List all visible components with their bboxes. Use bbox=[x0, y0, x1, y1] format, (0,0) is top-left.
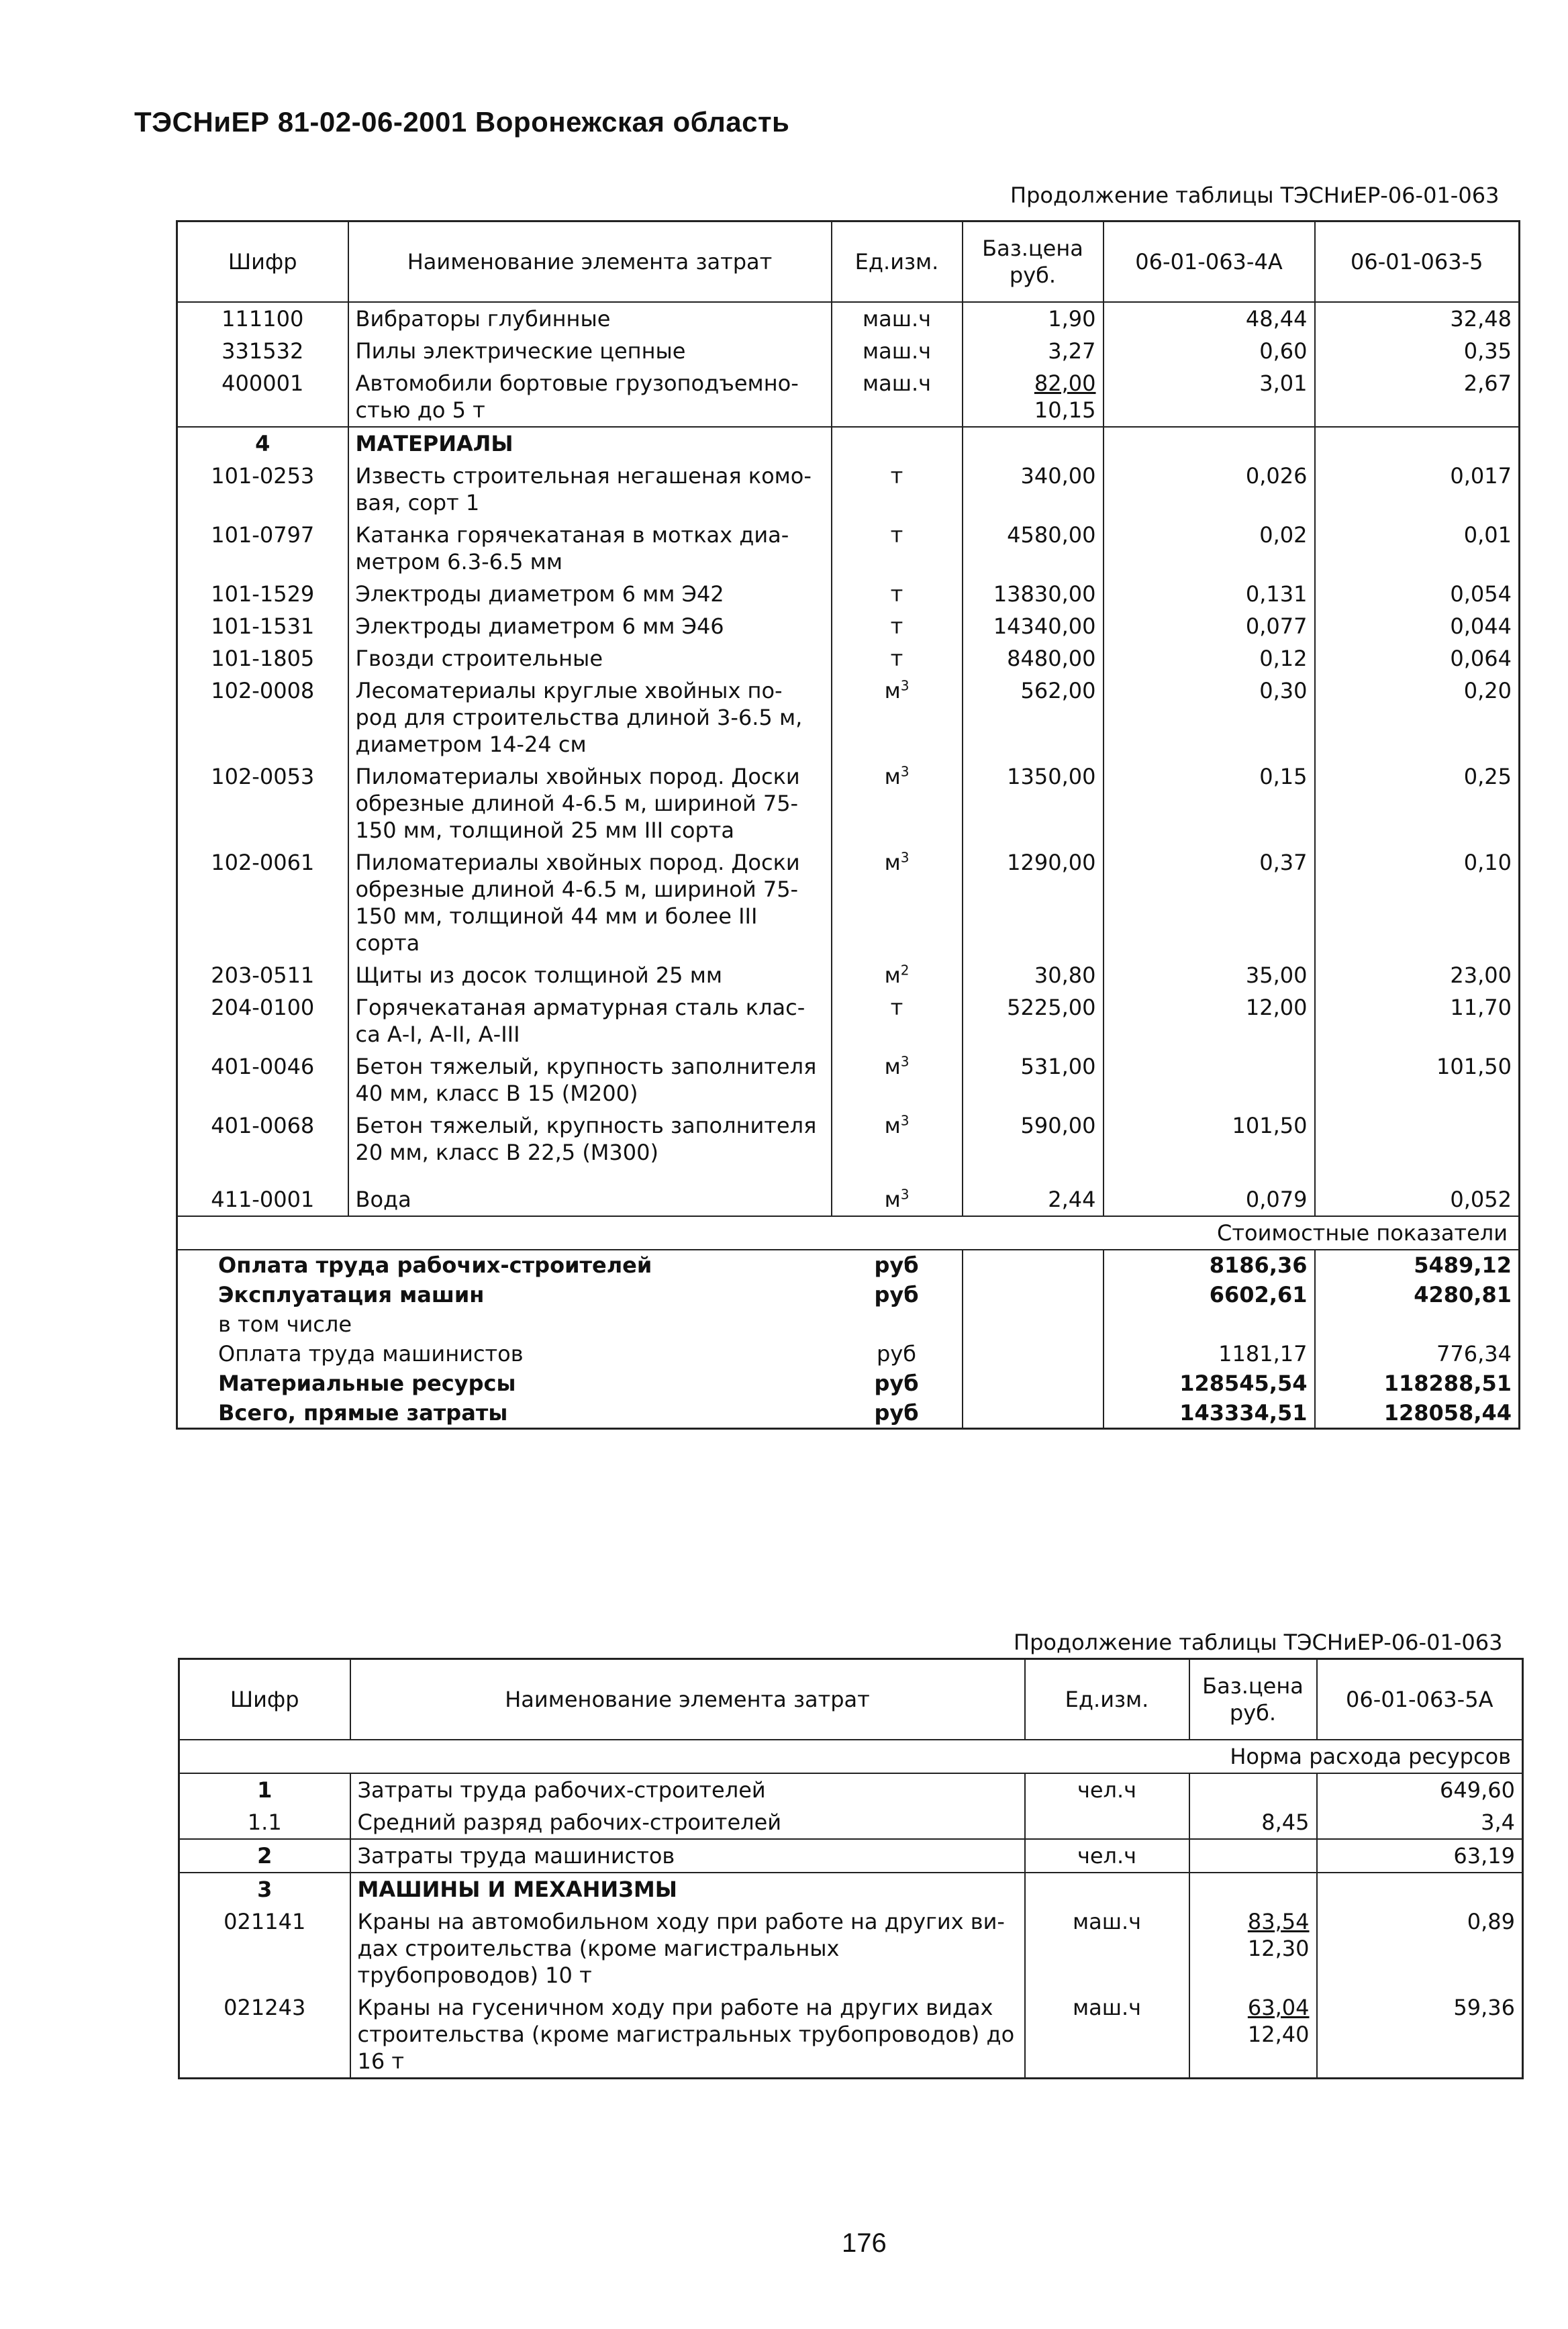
summary-value-b: 118288,51 bbox=[1315, 1369, 1520, 1398]
code-cell: 411-0001 bbox=[177, 1183, 348, 1216]
summary-label: Оплата труда машинистов bbox=[177, 1339, 832, 1369]
table-row bbox=[177, 302, 1520, 335]
table-row bbox=[177, 675, 1520, 760]
table2-caption: Продолжение таблицы ТЭСНиЕР-06-01-063 bbox=[1014, 1630, 1503, 1655]
section-code: 4 bbox=[177, 427, 348, 460]
price-cell: 2,44 bbox=[963, 1183, 1104, 1216]
unit-cell: т bbox=[832, 578, 963, 610]
unit-exponent: 3 bbox=[900, 849, 910, 866]
table-row bbox=[177, 1309, 1520, 1339]
summary-value-b: 776,34 bbox=[1315, 1339, 1520, 1369]
price-total: 82,00 bbox=[1034, 370, 1096, 396]
value-b-cell: 2,67 bbox=[1315, 367, 1520, 427]
summary-value-a bbox=[1104, 1309, 1315, 1339]
unit-cell bbox=[832, 846, 963, 959]
name-cell: Вибраторы глубинные bbox=[348, 302, 832, 335]
name-cell: Электроды диаметром 6 мм Э46 bbox=[348, 610, 832, 642]
price-cell bbox=[1189, 1873, 1317, 1905]
unit-cell: чел.ч bbox=[1025, 1773, 1189, 1806]
name-cell: Известь строительная негашеная комо-вая, сорт 1 bbox=[348, 460, 832, 519]
code-cell: 102-0061 bbox=[177, 846, 348, 959]
price-total: 63,04 bbox=[1247, 1995, 1310, 2020]
resource-table-1 bbox=[176, 220, 1520, 1430]
name-cell: Электроды диаметром 6 мм Э42 bbox=[348, 578, 832, 610]
name-cell: Краны на гусеничном ходу при работе на других видах строительства (кроме магистральных трубопроводов) до 16 т bbox=[350, 1991, 1025, 2079]
unit-exponent: 3 bbox=[900, 677, 910, 694]
table1-caption: Продолжение таблицы ТЭСНиЕР-06-01-063 bbox=[1010, 183, 1500, 208]
summary-unit: руб bbox=[832, 1398, 963, 1429]
value-b-cell: 23,00 bbox=[1315, 959, 1520, 991]
spacer-cell bbox=[1104, 1169, 1315, 1183]
value-a-cell: 35,00 bbox=[1104, 959, 1315, 991]
price-cell: 5225,00 bbox=[963, 991, 1104, 1050]
code-cell: 021243 bbox=[179, 1991, 350, 2079]
summary-label: в том числе bbox=[177, 1309, 832, 1339]
table-row bbox=[177, 846, 1520, 959]
value-a-cell: 649,60 bbox=[1317, 1773, 1523, 1806]
name-cell: МАШИНЫ И МЕХАНИЗМЫ bbox=[350, 1873, 1025, 1905]
value-a-cell: 48,44 bbox=[1104, 302, 1315, 335]
value-b-cell: 0,25 bbox=[1315, 760, 1520, 846]
unit-text: м bbox=[884, 850, 901, 875]
code-cell: 203-0511 bbox=[177, 959, 348, 991]
price-cell bbox=[1189, 1839, 1317, 1873]
unit-cell bbox=[1025, 1806, 1189, 1839]
unit-cell: т bbox=[832, 991, 963, 1050]
header-col-a: 06-01-063-5А bbox=[1317, 1659, 1523, 1740]
price-cell bbox=[1189, 1905, 1317, 1991]
table1-band bbox=[177, 1216, 1520, 1250]
header-unit: Ед.изм. bbox=[832, 221, 963, 303]
table-row bbox=[179, 1873, 1523, 1905]
table1-materials-section bbox=[177, 427, 1520, 460]
header-name: Наименование элемента затрат bbox=[350, 1659, 1025, 1740]
price-cell: 8480,00 bbox=[963, 642, 1104, 675]
table-row bbox=[177, 1183, 1520, 1216]
value-a-cell: 0,079 bbox=[1104, 1183, 1315, 1216]
summary-unit: руб bbox=[832, 1250, 963, 1280]
code-cell: 021141 bbox=[179, 1905, 350, 1991]
value-b-cell: 0,01 bbox=[1315, 519, 1520, 578]
table-row bbox=[177, 1369, 1520, 1398]
table2-rows bbox=[179, 1773, 1523, 2079]
summary-value-a: 143334,51 bbox=[1104, 1398, 1315, 1429]
unit-cell: т bbox=[832, 642, 963, 675]
value-a-cell: 3,01 bbox=[1104, 367, 1315, 427]
value-b-cell: 101,50 bbox=[1315, 1050, 1520, 1109]
code-cell: 1 bbox=[179, 1773, 350, 1806]
value-b-cell: 0,052 bbox=[1315, 1183, 1520, 1216]
summary-empty bbox=[963, 1280, 1104, 1309]
unit-exponent: 2 bbox=[900, 962, 910, 979]
code-cell: 401-0068 bbox=[177, 1109, 348, 1169]
table-row bbox=[177, 460, 1520, 519]
price-cell bbox=[1189, 1991, 1317, 2079]
unit-cell bbox=[832, 1183, 963, 1216]
summary-unit: руб bbox=[832, 1339, 963, 1369]
price-cell bbox=[1189, 1773, 1317, 1806]
table1-summary bbox=[177, 1250, 1520, 1429]
price-cell: 340,00 bbox=[963, 460, 1104, 519]
unit-exponent: 3 bbox=[900, 1112, 910, 1129]
table-row bbox=[177, 335, 1520, 367]
unit-cell bbox=[832, 959, 963, 991]
name-cell: Бетон тяжелый, крупность заполнителя 40 мм, класс В 15 (М200) bbox=[348, 1050, 832, 1109]
summary-value-a: 8186,36 bbox=[1104, 1250, 1315, 1280]
table-row bbox=[179, 1740, 1523, 1773]
summary-unit: руб bbox=[832, 1369, 963, 1398]
table-row bbox=[179, 1773, 1523, 1806]
value-a-cell: 63,19 bbox=[1317, 1839, 1523, 1873]
value-a-cell: 0,12 bbox=[1104, 642, 1315, 675]
table-row bbox=[179, 1806, 1523, 1839]
table-row bbox=[177, 427, 1520, 460]
table-row bbox=[177, 1050, 1520, 1109]
value-a-cell bbox=[1104, 1050, 1315, 1109]
spacer-cell bbox=[1315, 1169, 1520, 1183]
name-cell: Катанка горячекатаная в мотках диа-метром 6.3-6.5 мм bbox=[348, 519, 832, 578]
value-b-cell: 0,064 bbox=[1315, 642, 1520, 675]
unit-text: м bbox=[884, 1113, 901, 1138]
table-row bbox=[177, 1250, 1520, 1280]
table-row bbox=[177, 578, 1520, 610]
summary-value-b: 128058,44 bbox=[1315, 1398, 1520, 1429]
unit-cell bbox=[1025, 1873, 1189, 1905]
header-code: Шифр bbox=[177, 221, 348, 303]
page-title: ТЭСНиЕР 81-02-06-2001 Воронежская область bbox=[134, 106, 790, 138]
name-cell: Лесоматериалы круглые хвойных по-род для строительства длиной 3-6.5 м, диаметром 14-24 см bbox=[348, 675, 832, 760]
value-a-cell: 59,36 bbox=[1317, 1991, 1523, 2079]
unit-text: м bbox=[884, 1054, 901, 1079]
table2-band bbox=[179, 1740, 1523, 1773]
value-a-cell: 0,15 bbox=[1104, 760, 1315, 846]
table-row bbox=[179, 1839, 1523, 1873]
unit-text: м bbox=[884, 962, 901, 988]
price-cell: 1,90 bbox=[963, 302, 1104, 335]
unit-exponent: 3 bbox=[900, 1186, 910, 1203]
value-a-cell: 0,30 bbox=[1104, 675, 1315, 760]
spacer-row bbox=[177, 1169, 1520, 1183]
spacer-cell bbox=[963, 1169, 1104, 1183]
price-fraction bbox=[1034, 370, 1096, 424]
summary-value-a: 128545,54 bbox=[1104, 1369, 1315, 1398]
unit-cell bbox=[832, 760, 963, 846]
band-label: Норма расхода ресурсов bbox=[179, 1740, 1523, 1773]
unit-text: м bbox=[884, 764, 901, 789]
summary-value-a: 6602,61 bbox=[1104, 1280, 1315, 1309]
table-row bbox=[177, 760, 1520, 846]
value-b-cell bbox=[1315, 1109, 1520, 1169]
unit-cell: маш.ч bbox=[832, 367, 963, 427]
header-unit: Ед.изм. bbox=[1025, 1659, 1189, 1740]
code-cell: 400001 bbox=[177, 367, 348, 427]
summary-empty bbox=[963, 1369, 1104, 1398]
table1-materials bbox=[177, 460, 1520, 1216]
table2-header-row bbox=[179, 1659, 1523, 1740]
value-b-cell: 0,054 bbox=[1315, 578, 1520, 610]
value-a-cell: 3,4 bbox=[1317, 1806, 1523, 1839]
code-cell: 101-0797 bbox=[177, 519, 348, 578]
name-cell: Пиломатериалы хвойных пород. Доски обрезные длиной 4-6.5 м, шириной 75-150 мм, толщиной 44 мм и более III сорта bbox=[348, 846, 832, 959]
code-cell: 101-0253 bbox=[177, 460, 348, 519]
price-wage: 12,40 bbox=[1247, 2022, 1310, 2047]
header-col-b: 06-01-063-5 bbox=[1315, 221, 1520, 303]
value-a-cell: 0,02 bbox=[1104, 519, 1315, 578]
price-total: 83,54 bbox=[1247, 1909, 1310, 1934]
price-cell: 30,80 bbox=[963, 959, 1104, 991]
unit-cell: маш.ч bbox=[832, 302, 963, 335]
code-cell: 331532 bbox=[177, 335, 348, 367]
table-row bbox=[179, 1991, 1523, 2079]
summary-label: Оплата труда рабочих-строителей bbox=[177, 1250, 832, 1280]
table-row bbox=[177, 991, 1520, 1050]
table-row bbox=[177, 367, 1520, 427]
code-cell: 401-0046 bbox=[177, 1050, 348, 1109]
value-a-cell: 0,026 bbox=[1104, 460, 1315, 519]
unit-exponent: 3 bbox=[900, 763, 910, 780]
unit-cell: т bbox=[832, 460, 963, 519]
value-b-cell: 0,044 bbox=[1315, 610, 1520, 642]
name-cell: Гвозди строительные bbox=[348, 642, 832, 675]
price-cell: 13830,00 bbox=[963, 578, 1104, 610]
summary-empty bbox=[963, 1250, 1104, 1280]
name-cell: Щиты из досок толщиной 25 мм bbox=[348, 959, 832, 991]
unit-text: м bbox=[884, 1187, 901, 1212]
page-number: 176 bbox=[842, 2228, 887, 2258]
summary-empty bbox=[963, 1398, 1104, 1429]
name-cell: Горячекатаная арматурная сталь клас-са А-I, А-II, А-III bbox=[348, 991, 832, 1050]
value-b-cell: 11,70 bbox=[1315, 991, 1520, 1050]
header-price: Баз.цена руб. bbox=[1189, 1659, 1317, 1740]
table-row bbox=[177, 1216, 1520, 1250]
value-a-cell: 0,60 bbox=[1104, 335, 1315, 367]
name-cell: Вода bbox=[348, 1183, 832, 1216]
unit-cell: маш.ч bbox=[1025, 1905, 1189, 1991]
summary-empty bbox=[963, 1309, 1104, 1339]
name-cell: Краны на автомобильном ходу при работе на других ви-дах строительства (кроме магистральных трубопроводов) 10 т bbox=[350, 1905, 1025, 1991]
header-name: Наименование элемента затрат bbox=[348, 221, 832, 303]
price-fraction bbox=[1248, 1994, 1310, 2048]
code-cell: 101-1531 bbox=[177, 610, 348, 642]
summary-value-a: 1181,17 bbox=[1104, 1339, 1315, 1369]
table1-header-row bbox=[177, 221, 1520, 303]
price-cell bbox=[963, 367, 1104, 427]
summary-unit: руб bbox=[832, 1280, 963, 1309]
unit-cell bbox=[832, 1109, 963, 1169]
price-cell: 531,00 bbox=[963, 1050, 1104, 1109]
header-code: Шифр bbox=[179, 1659, 350, 1740]
unit-cell bbox=[832, 1050, 963, 1109]
code-cell: 1.1 bbox=[179, 1806, 350, 1839]
summary-value-b bbox=[1315, 1309, 1520, 1339]
value-a-cell: 0,37 bbox=[1104, 846, 1315, 959]
resource-table-2 bbox=[178, 1658, 1524, 2079]
summary-label: Материальные ресурсы bbox=[177, 1369, 832, 1398]
code-cell: 2 bbox=[179, 1839, 350, 1873]
price-cell: 14340,00 bbox=[963, 610, 1104, 642]
name-cell: Бетон тяжелый, крупность заполнителя 20 мм, класс В 22,5 (М300) bbox=[348, 1109, 832, 1169]
value-a-cell: 0,89 bbox=[1317, 1905, 1523, 1991]
unit-cell: т bbox=[832, 610, 963, 642]
value-b-cell: 0,35 bbox=[1315, 335, 1520, 367]
value-b-cell: 32,48 bbox=[1315, 302, 1520, 335]
header-price: Баз.цена руб. bbox=[963, 221, 1104, 303]
table-row bbox=[177, 642, 1520, 675]
price-cell: 1290,00 bbox=[963, 846, 1104, 959]
summary-label: Всего, прямые затраты bbox=[177, 1398, 832, 1429]
price-cell: 8,45 bbox=[1189, 1806, 1317, 1839]
value-a-cell: 0,077 bbox=[1104, 610, 1315, 642]
table1-machines bbox=[177, 302, 1520, 427]
price-wage: 12,30 bbox=[1247, 1936, 1310, 1961]
price-fraction bbox=[1248, 1908, 1310, 1962]
code-cell: 101-1805 bbox=[177, 642, 348, 675]
name-cell: Затраты труда рабочих-строителей bbox=[350, 1773, 1025, 1806]
code-cell: 102-0053 bbox=[177, 760, 348, 846]
section-title: МАТЕРИАЛЫ bbox=[348, 427, 832, 460]
unit-cell: маш.ч bbox=[1025, 1991, 1189, 2079]
header-col-a: 06-01-063-4А bbox=[1104, 221, 1315, 303]
code-cell: 101-1529 bbox=[177, 578, 348, 610]
code-cell: 204-0100 bbox=[177, 991, 348, 1050]
spacer-cell bbox=[348, 1169, 832, 1183]
table-row bbox=[177, 1339, 1520, 1369]
summary-label: Эксплуатация машин bbox=[177, 1280, 832, 1309]
unit-cell: маш.ч bbox=[832, 335, 963, 367]
summary-empty bbox=[963, 1339, 1104, 1369]
table-row bbox=[177, 1109, 1520, 1169]
summary-value-b: 5489,12 bbox=[1315, 1250, 1520, 1280]
value-a-cell: 101,50 bbox=[1104, 1109, 1315, 1169]
name-cell: Пиломатериалы хвойных пород. Доски обрезные длиной 4-6.5 м, шириной 75-150 мм, толщиной 25 мм III сорта bbox=[348, 760, 832, 846]
name-cell: Автомобили бортовые грузоподъемно-стью до 5 т bbox=[348, 367, 832, 427]
unit-cell: т bbox=[832, 519, 963, 578]
summary-unit bbox=[832, 1309, 963, 1339]
table-row bbox=[177, 610, 1520, 642]
name-cell: Средний разряд рабочих-строителей bbox=[350, 1806, 1025, 1839]
price-cell: 562,00 bbox=[963, 675, 1104, 760]
code-cell: 102-0008 bbox=[177, 675, 348, 760]
price-cell: 1350,00 bbox=[963, 760, 1104, 846]
price-cell: 590,00 bbox=[963, 1109, 1104, 1169]
spacer-cell bbox=[832, 1169, 963, 1183]
unit-cell: чел.ч bbox=[1025, 1839, 1189, 1873]
value-a-cell: 0,131 bbox=[1104, 578, 1315, 610]
table-row bbox=[179, 1905, 1523, 1991]
code-cell: 3 bbox=[179, 1873, 350, 1905]
value-b-cell: 0,10 bbox=[1315, 846, 1520, 959]
table-row bbox=[177, 519, 1520, 578]
table-row bbox=[177, 1280, 1520, 1309]
code-cell: 111100 bbox=[177, 302, 348, 335]
table-row bbox=[177, 1398, 1520, 1429]
name-cell: Затраты труда машинистов bbox=[350, 1839, 1025, 1873]
unit-exponent: 3 bbox=[900, 1053, 910, 1070]
price-cell: 3,27 bbox=[963, 335, 1104, 367]
table-row bbox=[177, 959, 1520, 991]
value-b-cell: 0,20 bbox=[1315, 675, 1520, 760]
unit-text: м bbox=[884, 678, 901, 703]
price-wage: 10,15 bbox=[1034, 397, 1096, 423]
value-a-cell bbox=[1317, 1873, 1523, 1905]
value-b-cell: 0,017 bbox=[1315, 460, 1520, 519]
summary-value-b: 4280,81 bbox=[1315, 1280, 1520, 1309]
unit-cell bbox=[832, 675, 963, 760]
spacer-cell bbox=[177, 1169, 348, 1183]
name-cell: Пилы электрические цепные bbox=[348, 335, 832, 367]
band-label: Стоимостные показатели bbox=[177, 1216, 1520, 1250]
price-cell: 4580,00 bbox=[963, 519, 1104, 578]
value-a-cell: 12,00 bbox=[1104, 991, 1315, 1050]
